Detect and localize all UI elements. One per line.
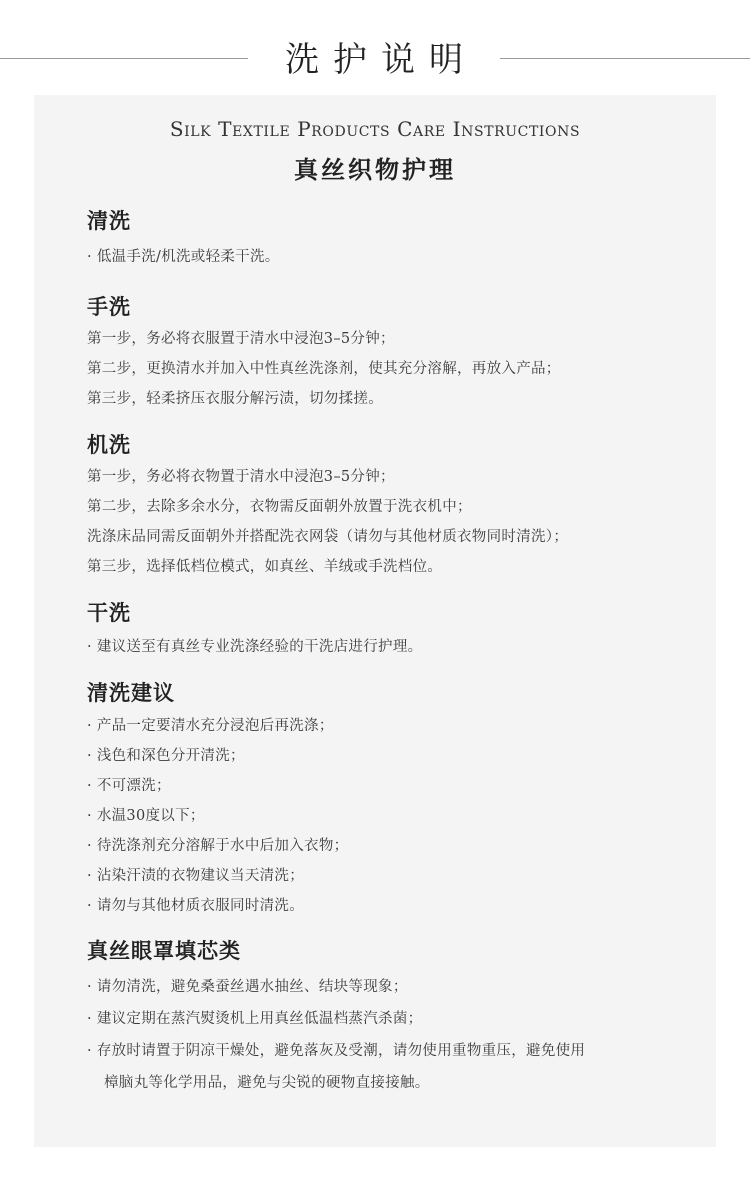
section-line: 第一步，务必将衣物置于清水中浸泡3–5分钟；: [87, 469, 395, 485]
section-line: 洗涤床品同需反面朝外并搭配洗衣网袋（请勿与其他材质衣物同时清洗）；: [87, 529, 569, 545]
section-line: 第二步，更换清水并加入中性真丝洗涤剂，使其充分溶解，再放入产品；: [87, 361, 561, 377]
section-line: 第三步，选择低档位模式，如真丝、羊绒或手洗档位。: [87, 559, 443, 575]
section-line: · 请勿与其他材质衣服同时清洗。: [87, 898, 305, 914]
section-line: · 水温30度以下；: [87, 808, 205, 824]
section-heading-hand-wash: 手洗: [87, 294, 131, 319]
section-heading-machine-wash: 机洗: [87, 432, 131, 457]
card-title-zh: 真丝织物护理: [294, 155, 456, 184]
page-title: 洗护说明: [285, 40, 477, 80]
section-heading-washing: 清洗: [87, 208, 131, 233]
section-line: · 请勿清洗，避免桑蚕丝遇水抽丝、结块等现象；: [87, 979, 408, 995]
section-line: · 浅色和深色分开清洗；: [87, 748, 245, 764]
section-line: · 产品一定要清水充分浸泡后再洗涤；: [87, 718, 334, 734]
section-line: · 建议定期在蒸汽熨烫机上用真丝低温档蒸汽杀菌；: [87, 1011, 423, 1027]
page-header: [0, 28, 750, 88]
section-heading-dry-clean: 干洗: [87, 600, 131, 625]
section-line: · 低温手洗/机洗或轻柔干洗。: [87, 249, 280, 265]
section-line: · 沾染汗渍的衣物建议当天清洗；: [87, 868, 305, 884]
header-divider-left: [0, 58, 248, 59]
card-title-en: Silk Textile Products Care Instructions: [169, 117, 581, 141]
section-heading-washing-tips: 清洗建议: [87, 680, 175, 705]
header-divider-right: [500, 58, 750, 59]
section-line: · 存放时请置于阴凉干燥处，避免落灰及受潮，请勿使用重物重压，避免使用: [87, 1043, 586, 1059]
section-line: · 待洗涤剂充分溶解于水中后加入衣物；: [87, 838, 349, 854]
section-line: · 建议送至有真丝专业洗涤经验的干洗店进行护理。: [87, 639, 423, 655]
section-line: 第二步，去除多余水分，衣物需反面朝外放置于洗衣机中；: [87, 499, 472, 515]
section-line: 第一步，务必将衣服置于清水中浸泡3–5分钟；: [87, 331, 395, 347]
section-line: 第三步，轻柔挤压衣服分解污渍，切勿揉搓。: [87, 391, 383, 407]
care-instructions-card: [34, 95, 716, 1147]
section-heading-eye-mask: 真丝眼罩填芯类: [87, 938, 241, 963]
section-line: 樟脑丸等化学用品，避免与尖锐的硬物直接接触。: [104, 1075, 430, 1091]
section-line: · 不可漂洗；: [87, 778, 171, 794]
